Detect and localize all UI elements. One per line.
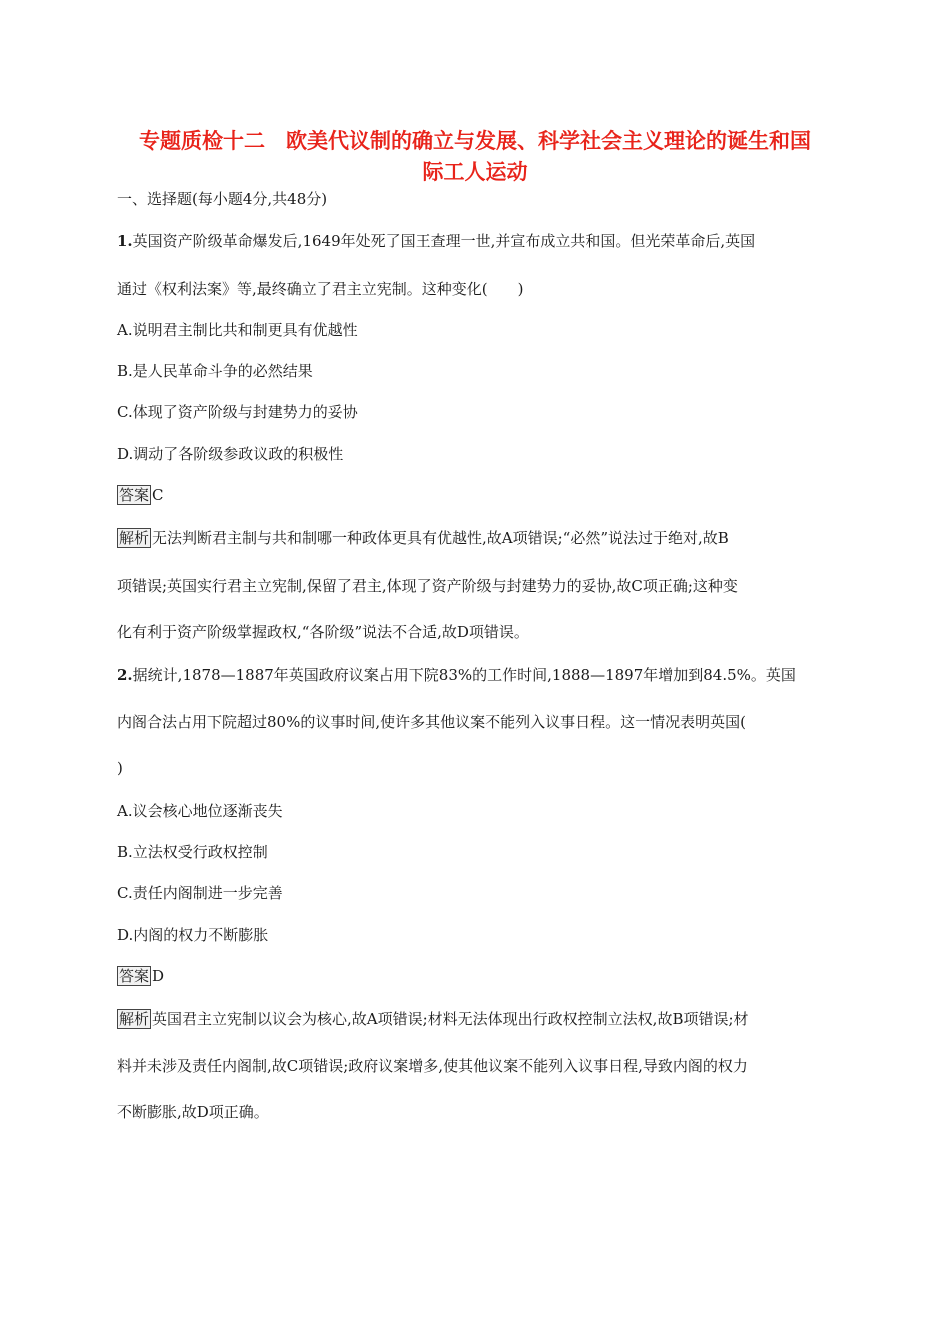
question-2-option-d: D.内阁的权力不断膨胀 bbox=[117, 926, 269, 944]
question-1-stem-line-2: 通过《权利法案》等,最终确立了君主立宪制。这种变化( ) bbox=[117, 280, 524, 298]
question-1-analysis-text-1: 无法判断君主制与共和制哪一种政体更具有优越性,故A项错误;“必然”说法过于绝对,故B bbox=[152, 529, 729, 547]
question-2-answer-value: D bbox=[152, 967, 165, 985]
question-1-answer bbox=[117, 485, 164, 505]
page-title bbox=[108, 126, 842, 188]
question-2-number: 2. bbox=[117, 666, 133, 684]
question-2-analysis-line-2: 料并未涉及责任内阁制,故C项错误;政府议案增多,使其他议案不能列入议事日程,导致内阁的权力 bbox=[117, 1057, 748, 1075]
question-1-option-b: B.是人民革命斗争的必然结果 bbox=[117, 362, 313, 380]
question-1-analysis-line-2: 项错误;英国实行君主立宪制,保留了君主,体现了资产阶级与封建势力的妥协,故C项正确;这种变 bbox=[117, 577, 738, 595]
question-1-stem-text-1: 英国资产阶级革命爆发后,1649年处死了国王查理一世,并宣布成立共和国。但光荣革命后,英国 bbox=[132, 232, 756, 250]
question-1-option-c: C.体现了资产阶级与封建势力的妥协 bbox=[117, 403, 358, 421]
question-2-analysis-line-3: 不断膨胀,故D项正确。 bbox=[117, 1103, 269, 1121]
title-line-1: 专题质检十二 欧美代议制的确立与发展、科学社会主义理论的诞生和国 bbox=[139, 129, 811, 153]
question-2-option-c: C.责任内阁制进一步完善 bbox=[117, 884, 283, 902]
answer-tag: 答案 bbox=[119, 967, 150, 985]
answer-tag: 答案 bbox=[119, 486, 150, 504]
question-2-stem-line-2: 内阁合法占用下院超过80%的议事时间,使许多其他议案不能列入议事日程。这一情况表明英国( bbox=[117, 713, 746, 731]
question-1-number: 1. bbox=[117, 232, 133, 250]
question-2-stem-text-1: 据统计,1878—1887年英国政府议案占用下院83%的工作时间,1888—1897年增加到84.5%。英国 bbox=[132, 666, 796, 684]
question-2-answer bbox=[117, 966, 164, 986]
question-1-option-d: D.调动了各阶级参政议政的积极性 bbox=[117, 445, 344, 463]
question-2-stem-line-3: ) bbox=[117, 759, 123, 777]
question-1-answer-value: C bbox=[152, 486, 164, 504]
question-2-option-b: B.立法权受行政权控制 bbox=[117, 843, 268, 861]
question-1-option-a: A.说明君主制比共和制更具有优越性 bbox=[117, 321, 358, 339]
question-1-analysis-line-1 bbox=[117, 528, 729, 548]
question-2-analysis-text-1: 英国君主立宪制以议会为核心,故A项错误;材料无法体现出行政权控制立法权,故B项错误;材 bbox=[152, 1010, 749, 1028]
question-2-analysis-line-1 bbox=[117, 1009, 749, 1029]
title-line-2: 际工人运动 bbox=[422, 160, 528, 184]
question-2-stem-line-1 bbox=[117, 665, 796, 685]
section-heading: 一、选择题(每小题4分,共48分) bbox=[117, 190, 328, 208]
question-1-analysis-line-3: 化有利于资产阶级掌握政权,“各阶级”说法不合适,故D项错误。 bbox=[117, 623, 529, 641]
analysis-tag: 解析 bbox=[119, 1010, 150, 1028]
question-1-stem-line-1 bbox=[117, 231, 755, 251]
analysis-tag: 解析 bbox=[119, 529, 150, 547]
question-2-option-a: A.议会核心地位逐渐丧失 bbox=[117, 802, 283, 820]
